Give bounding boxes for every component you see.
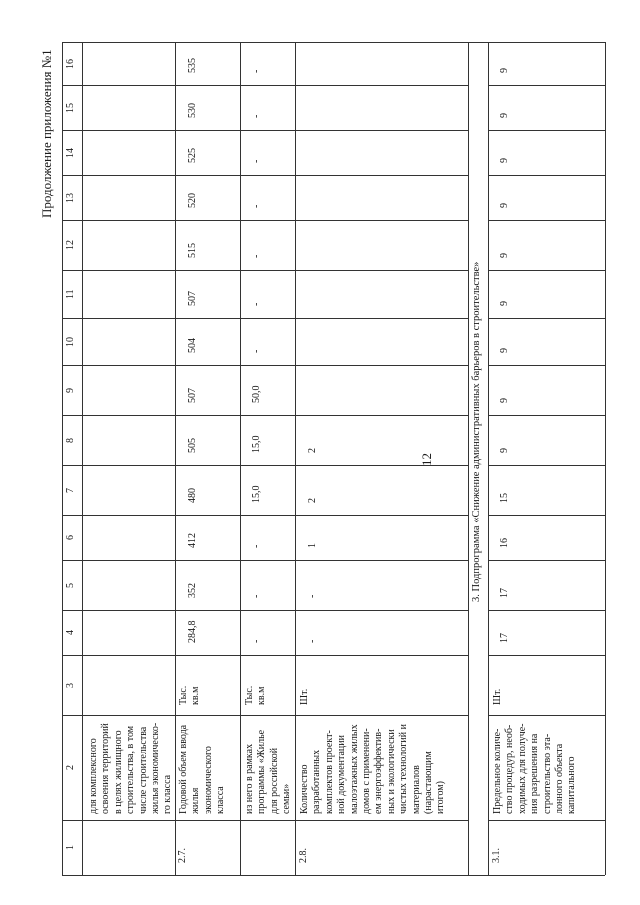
value-cell: 50,0	[251, 385, 262, 403]
grid-line	[62, 318, 468, 319]
value-cell: -	[251, 204, 262, 208]
column-header: 2	[65, 765, 76, 771]
column-header: 6	[65, 535, 76, 541]
grid-line	[62, 42, 605, 43]
grid-line	[295, 42, 296, 875]
value-cell: 9	[499, 301, 510, 306]
indicator-text: Предельное количе- ство процедур, необ- ходимых для получе- ния разрешения на строительство эта- лонного объекта капитального	[492, 723, 578, 814]
column-header: 8	[65, 437, 76, 443]
grid-line	[488, 415, 605, 416]
indicator-text: для комплексного освоения территорий в целях жилищного строительства, в том числе строительства жилья экономическо- го класса	[88, 722, 174, 814]
grid-line	[62, 130, 468, 131]
value-cell: 507	[187, 388, 198, 403]
value-cell: 530	[187, 103, 198, 118]
value-cell: -	[307, 594, 318, 598]
value-cell: 9	[499, 158, 510, 163]
value-cell: -	[251, 594, 262, 598]
value-cell: 9	[499, 203, 510, 208]
grid-line	[488, 820, 605, 821]
value-cell: 2	[307, 498, 318, 503]
value-cell: 17	[499, 633, 510, 643]
grid-line	[62, 560, 468, 561]
grid-line	[62, 175, 468, 176]
grid-line	[488, 465, 605, 466]
value-cell: -	[251, 254, 262, 258]
value-cell: 535	[187, 58, 198, 73]
value-cell: 9	[499, 398, 510, 403]
column-header: 14	[65, 147, 76, 158]
grid-line	[62, 820, 468, 821]
grid-line	[488, 130, 605, 131]
value-cell: 504	[187, 338, 198, 353]
column-header: 13	[65, 192, 76, 203]
unit-label: Тыс. кв.м	[178, 685, 202, 705]
value-cell: 525	[187, 148, 198, 163]
row-number: 2.8.	[298, 848, 309, 863]
grid-line	[488, 175, 605, 176]
grid-line	[605, 42, 606, 875]
column-header: 12	[65, 240, 76, 251]
value-cell: 505	[187, 438, 198, 453]
value-cell: 2	[307, 448, 318, 453]
grid-line	[488, 220, 605, 221]
row-number: 2.7.	[177, 848, 188, 863]
value-cell: 9	[499, 348, 510, 353]
grid-line	[62, 42, 63, 875]
grid-line	[488, 715, 605, 716]
indicator-text: Годовой объем ввода жилья экономического класса	[178, 724, 227, 814]
grid-line	[488, 560, 605, 561]
column-header: 16	[65, 58, 76, 69]
column-header: 3	[65, 682, 76, 688]
column-header: 7	[65, 487, 76, 493]
column-header: 15	[65, 102, 76, 113]
value-cell: 515	[187, 243, 198, 258]
column-header: 1	[65, 845, 76, 851]
value-cell: 9	[499, 253, 510, 258]
value-cell: -	[251, 302, 262, 306]
grid-line	[62, 365, 468, 366]
grid-line	[62, 655, 468, 656]
page-number: 12	[419, 453, 434, 466]
value-cell: -	[251, 639, 262, 643]
grid-line	[62, 85, 468, 86]
value-cell: 15,0	[251, 485, 262, 503]
value-cell: -	[251, 349, 262, 353]
grid-line	[62, 515, 468, 516]
grid-line	[62, 220, 468, 221]
column-header: 9	[65, 387, 76, 393]
value-cell: 17	[499, 588, 510, 598]
value-cell: 520	[187, 193, 198, 208]
value-cell: -	[307, 639, 318, 643]
grid-line	[62, 465, 468, 466]
value-cell: 412	[187, 533, 198, 548]
value-cell: -	[251, 69, 262, 73]
unit-label: Тыс. кв.м	[244, 685, 268, 705]
value-cell: 9	[499, 113, 510, 118]
grid-line	[62, 610, 468, 611]
unit-label: Шт.	[299, 688, 310, 705]
grid-line	[62, 715, 468, 716]
column-header: 11	[65, 289, 76, 300]
grid-line	[82, 42, 83, 875]
unit-label: Шт.	[492, 688, 503, 705]
value-cell: -	[251, 159, 262, 163]
column-header: 5	[65, 582, 76, 588]
grid-line	[240, 42, 241, 875]
section-title: 3. Подпрограмма «Снижение административных барьеров в строительстве»	[471, 261, 482, 602]
grid-line	[62, 415, 468, 416]
grid-line	[488, 655, 605, 656]
row-number: 3.1.	[491, 848, 502, 863]
value-cell: 15,0	[251, 435, 262, 453]
grid-line	[175, 42, 176, 875]
value-cell: 284,8	[187, 620, 198, 643]
grid-line	[488, 270, 605, 271]
grid-line	[488, 42, 489, 875]
indicator-text: Количество разработанных комплектов проект- ной документации малоэтажных жилых домов с применени- ем энергоэффектив- ных и экологически чистых технологий и материалов (нарастающим итогом)	[299, 724, 447, 814]
value-cell: 9	[499, 68, 510, 73]
indicator-text: из него в рамках программы «Жилье для российской семьи»	[244, 729, 293, 814]
value-cell: -	[251, 544, 262, 548]
grid-line	[488, 365, 605, 366]
column-header: 10	[65, 336, 76, 347]
value-cell: 507	[187, 291, 198, 306]
grid-line	[62, 270, 468, 271]
grid-line	[488, 85, 605, 86]
grid-line	[468, 42, 469, 875]
continuation-title: Продолжение приложения №1	[39, 49, 54, 218]
column-header: 4	[65, 630, 76, 636]
value-cell: 1	[307, 543, 318, 548]
value-cell: 352	[187, 583, 198, 598]
grid-line	[62, 875, 605, 876]
value-cell: 480	[187, 488, 198, 503]
value-cell: -	[251, 114, 262, 118]
value-cell: 9	[499, 448, 510, 453]
value-cell: 15	[499, 493, 510, 503]
value-cell: 16	[499, 538, 510, 548]
grid-line	[488, 610, 605, 611]
grid-line	[488, 318, 605, 319]
grid-line	[488, 515, 605, 516]
